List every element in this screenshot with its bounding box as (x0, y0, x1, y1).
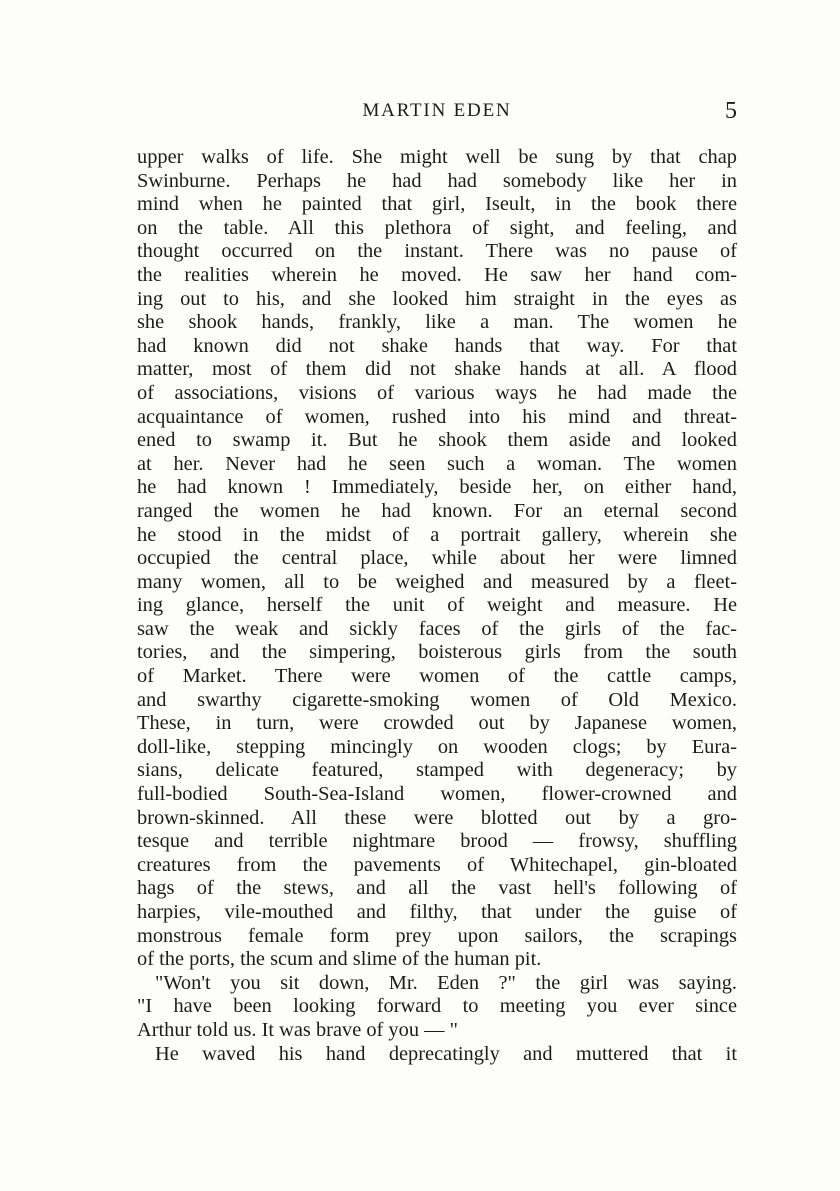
text-line: he had known ! Immediately, beside her, on either hand, (137, 476, 737, 499)
text-line: he stood in the midst of a portrait gallery, wherein she (137, 523, 737, 546)
text-line: occupied the central place, while about her were limned (137, 547, 737, 570)
text-line: brown-skinned. All these were blotted out by a gro- (137, 806, 737, 829)
text-line: and swarthy cigarette-smoking women of Old Mexico. (137, 688, 737, 711)
text-line: He waved his hand deprecatingly and muttered that it (155, 1042, 737, 1065)
text-line: ranged the women he had known. For an eternal second (137, 499, 737, 522)
text-line: creatures from the pavements of Whitechapel, gin-bloated (137, 853, 737, 876)
text-line: she shook hands, frankly, like a man. The women he (137, 311, 737, 334)
text-line: the realities wherein he moved. He saw her hand com- (137, 263, 737, 286)
text-line: "I have been looking forward to meeting you ever since (137, 995, 737, 1018)
text-line: had known did not shake hands that way. For that (137, 334, 737, 357)
text-line: of Market. There were women of the cattle camps, (137, 665, 737, 688)
text-line: ened to swamp it. But he shook them aside and looked (137, 429, 737, 452)
text-line: full-bodied South-Sea-Island women, flower-crowned and (137, 783, 737, 806)
text-line: upper walks of life. She might well be sung by that chap (137, 146, 737, 168)
text-line: many women, all to be weighed and measured by a fleet- (137, 570, 737, 593)
text-line: doll-like, stepping mincingly on wooden clogs; by Eura- (137, 735, 737, 758)
text-line: at her. Never had he seen such a woman. The women (137, 452, 737, 475)
text-line: sians, delicate featured, stamped with degeneracy; by (137, 759, 737, 782)
text-line: ing glance, herself the unit of weight and measure. He (137, 594, 737, 617)
text-line: acquaintance of women, rushed into his mind and threat- (137, 405, 737, 428)
running-title: MARTIN EDEN (362, 100, 512, 121)
text-line: tories, and the simpering, boisterous girls from the south (137, 641, 737, 664)
text-line: harpies, vile-mouthed and filthy, that under the guise of (137, 901, 737, 923)
text-line: ing out to his, and she looked him straight in the eyes as (137, 287, 737, 310)
text-line: mind when he painted that girl, Iseult, in the book there (137, 193, 737, 216)
text-line: These, in turn, were crowded out by Japanese women, (137, 712, 737, 735)
text-line: hags of the stews, and all the vast hell's following of (137, 877, 737, 900)
body-text (137, 146, 737, 1066)
text-line: tesque and terrible nightmare brood — frowsy, shuffling (137, 830, 737, 853)
text-line: saw the weak and sickly faces of the girls of the fac- (137, 617, 737, 640)
page-header (137, 94, 737, 128)
page-number: 5 (725, 98, 737, 124)
text-line: Swinburne. Perhaps he had had somebody like her in (137, 169, 737, 192)
text-line: on the table. All this plethora of sight, and feeling, and (137, 216, 737, 239)
text-line: matter, most of them did not shake hands at all. A flood (137, 358, 737, 381)
text-line: Arthur told us. It was brave of you — " (137, 1018, 458, 1041)
text-line: thought occurred on the instant. There was no pause of (137, 240, 737, 263)
text-line: of the ports, the scum and slime of the human pit. (137, 948, 542, 971)
text-line: monstrous female form prey upon sailors, the scrapings (137, 924, 737, 947)
text-line: "Won't you sit down, Mr. Eden ?" the girl was saying. (155, 971, 737, 994)
text-line: of associations, visions of various ways he had made the (137, 381, 737, 404)
